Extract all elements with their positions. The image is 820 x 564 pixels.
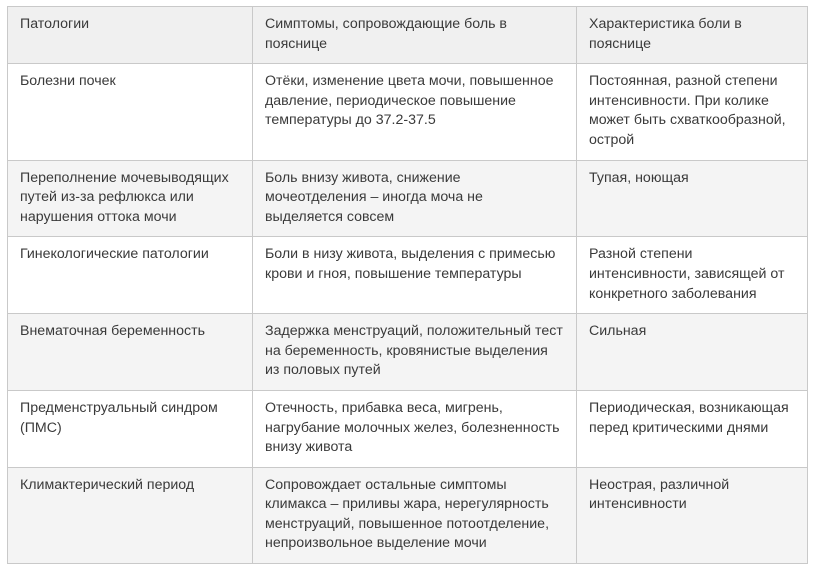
pathology-table [7, 6, 808, 564]
pathology-table-container [7, 6, 807, 564]
table-row [8, 237, 808, 314]
cell-pain-characteristic: Периодическая, возникающая перед критическими днями [577, 390, 808, 467]
cell-pain-characteristic: Тупая, ноющая [577, 160, 808, 237]
cell-pathology: Гинекологические патологии [8, 237, 253, 314]
cell-pathology: Внематочная беременность [8, 314, 253, 391]
table-row [8, 314, 808, 391]
cell-pathology: Климактерический период [8, 467, 253, 563]
cell-symptoms: Задержка менструаций, положительный тест на беременность, кровянистые выделения из половых путей [253, 314, 577, 391]
table-row [8, 160, 808, 237]
cell-pathology: Переполнение мочевыводящих путей из-за рефлюкса или нарушения оттока мочи [8, 160, 253, 237]
table-row [8, 64, 808, 160]
cell-symptoms: Боли в низу живота, выделения с примесью крови и гноя, повышение температуры [253, 237, 577, 314]
cell-pain-characteristic: Неострая, различной интенсивности [577, 467, 808, 563]
cell-pain-characteristic: Сильная [577, 314, 808, 391]
cell-pathology: Предменструальный синдром (ПМС) [8, 390, 253, 467]
header-pain-characteristic: Характеристика боли в пояснице [577, 7, 808, 64]
cell-pain-characteristic: Разной степени интенсивности, зависящей от конкретного заболевания [577, 237, 808, 314]
header-symptoms: Симптомы, сопровождающие боль в пояснице [253, 7, 577, 64]
cell-pain-characteristic: Постоянная, разной степени интенсивности. При колике может быть схваткообразной, острой [577, 64, 808, 160]
cell-symptoms: Отечность, прибавка веса, мигрень, нагрубание молочных желез, болезненность внизу живота [253, 390, 577, 467]
cell-symptoms: Боль внизу живота, снижение мочеотделения – иногда моча не выделяется совсем [253, 160, 577, 237]
table-row [8, 390, 808, 467]
cell-symptoms: Отёки, изменение цвета мочи, повышенное давление, периодическое повышение температуры до 37.2-37.5 [253, 64, 577, 160]
table-row [8, 467, 808, 563]
header-pathology: Патологии [8, 7, 253, 64]
cell-symptoms: Сопровождает остальные симптомы климакса – приливы жара, нерегулярность менструаций, повышенное потоотделение, непроизвольное выделение мочи [253, 467, 577, 563]
table-header-row [8, 7, 808, 64]
cell-pathology: Болезни почек [8, 64, 253, 160]
